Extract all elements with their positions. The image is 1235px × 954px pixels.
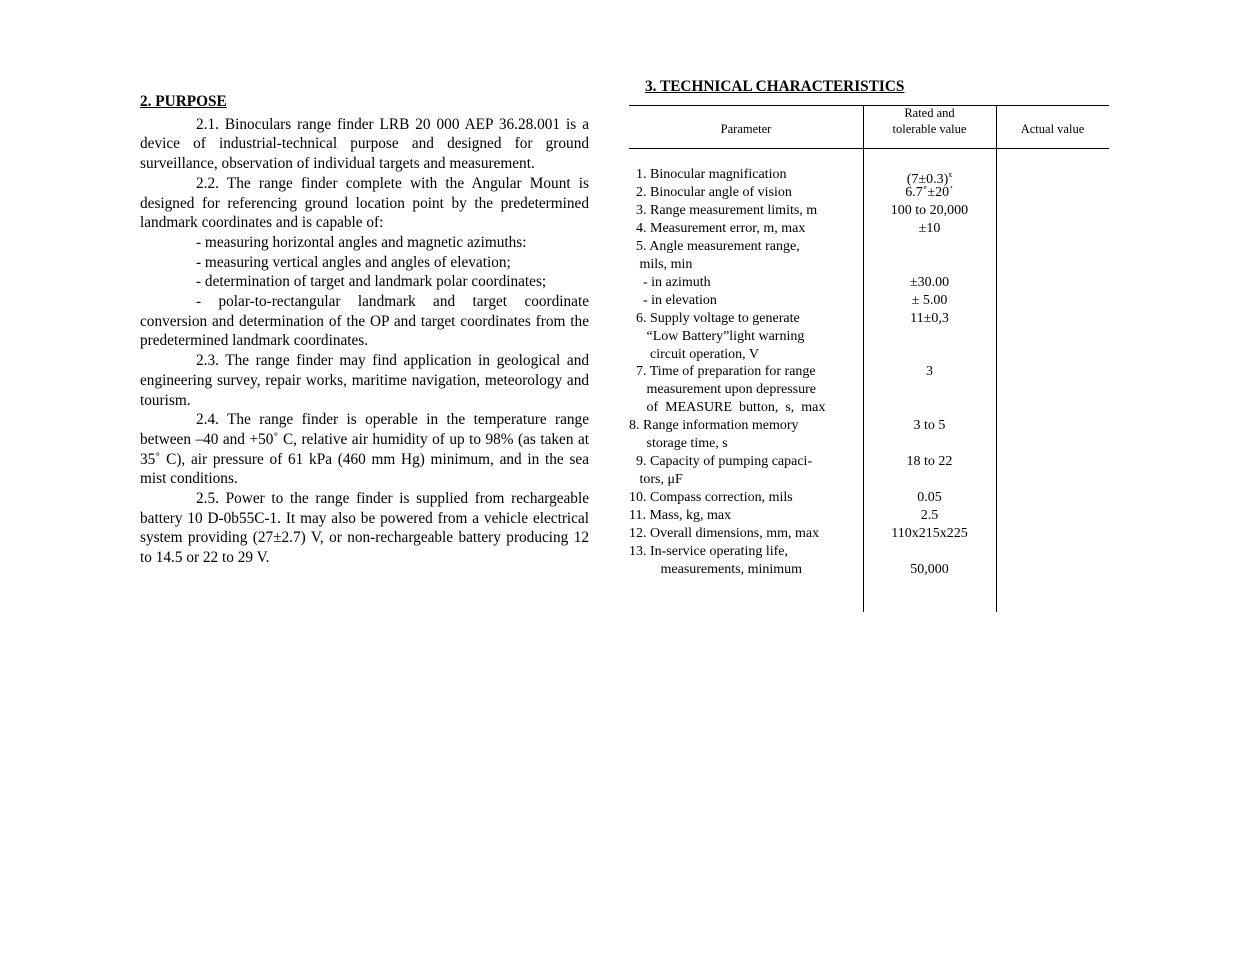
parameter-cell: 11. Mass, kg, max	[629, 508, 732, 524]
header-rated-line2: tolerable value	[892, 122, 967, 136]
rated-value-cell	[863, 489, 996, 507]
rated-value-text: 3 to 5	[913, 418, 946, 434]
rated-value-text: ±30.00	[909, 274, 950, 290]
capability-item: - polar-to-rectangular landmark and target coordinate conversion and determination of the OP and target coordinates from the predetermined landmark coordinates.	[140, 293, 589, 350]
parameter-cell: 4. Measurement error, m, max	[629, 220, 806, 236]
tech-heading: 3. TECHNICAL CHARACTERISTICS	[645, 78, 905, 95]
parameter-cell: measurement upon depressure	[629, 382, 816, 398]
parameter-cell: “Low Battery”light warning	[629, 328, 805, 344]
rated-value-text: 0.05	[917, 490, 942, 506]
rated-value-text: 6.7˚±20΄	[905, 184, 954, 200]
rated-value-cell	[863, 561, 996, 579]
rated-value-text: ±10	[918, 220, 941, 236]
rated-value-cell	[863, 525, 996, 543]
parameter-cell: circuit operation, V	[629, 346, 759, 362]
parameter-cell: 8. Range information memory	[629, 418, 799, 434]
parameter-cell: 13. In-service operating life,	[629, 543, 788, 559]
parameter-cell: storage time, s	[629, 436, 728, 452]
parameter-cell: 2. Binocular angle of vision	[629, 184, 792, 200]
parameter-cell: 3. Range measurement limits, m	[629, 202, 818, 218]
rated-value-cell	[863, 274, 996, 292]
rated-value-cell	[863, 184, 996, 202]
header-actual: Actual value	[1020, 122, 1085, 136]
parameter-cell: measurements, minimum	[629, 561, 803, 577]
table-header-rule	[629, 148, 1109, 149]
paragraph-2-5: 2.5. Power to the range finder is supplied from rechargeable battery 10 D-0b55C-1. It may also be powered from a vehicle electrical system providing (27±2.7) V, or non-rechargeable battery producing 12 to 14.5 or 22 to 29 V.	[140, 490, 589, 567]
rated-value-text: ± 5.00	[911, 292, 948, 308]
column-divider	[996, 105, 997, 612]
rated-value-text: 100 to 20,000	[890, 202, 969, 218]
paragraph-2-4: 2.4. The range finder is operable in the temperature range between –40 and +50˚ C, relative air humidity of up to 98% (as taken at 35˚ C), air pressure of 61 kPa (460 mm Hg) minimum, and in the sea mist conditions.	[140, 411, 589, 488]
rated-value-text: (7±0.3)	[906, 172, 949, 187]
parameter-cell: 10. Compass correction, mils	[629, 490, 793, 506]
rated-value-text: 3	[926, 364, 933, 380]
rated-value-text: 18 to 22	[906, 454, 953, 470]
rated-value-text: 50,000	[910, 561, 949, 577]
parameter-cell: 7. Time of preparation for range	[629, 364, 816, 380]
rated-value-cell	[863, 202, 996, 220]
capability-item: - measuring horizontal angles and magnetic azimuths:	[196, 233, 527, 251]
rated-value-cell	[863, 417, 996, 435]
rated-value-cell	[863, 292, 996, 310]
rated-value-text: 110x215x225	[891, 526, 968, 541]
parameter-cell: - in azimuth	[629, 274, 711, 290]
tech-table	[629, 105, 1109, 612]
rated-value-cell	[863, 363, 996, 381]
parameter-cell: 6. Supply voltage to generate	[629, 310, 800, 326]
rated-value-cell	[863, 220, 996, 238]
parameter-cell: 12. Overall dimensions, mm, max	[629, 526, 820, 541]
capability-item: - determination of target and landmark polar coordinates;	[196, 273, 547, 291]
parameter-cell: mils, min	[629, 256, 693, 272]
rated-value-text: 2.5	[920, 508, 939, 524]
superscript: x	[948, 170, 953, 179]
rated-value-cell	[863, 453, 996, 471]
parameter-cell: - in elevation	[629, 292, 717, 308]
header-parameter: Parameter	[720, 122, 772, 136]
paragraph-2-1: 2.1. Binoculars range finder LRB 20 000 AEP 36.28.001 is a device of industrial-technical purpose and designed for ground surveillance, observation of individual targets and measurement.	[140, 115, 589, 173]
parameter-cell: 9. Capacity of pumping capaci-	[629, 454, 813, 470]
parameter-cell: 5. Angle measurement range,	[629, 238, 800, 254]
purpose-section	[140, 92, 589, 568]
parameter-cell: of MEASURE button, s, max	[629, 400, 826, 416]
parameter-cell: 1. Binocular magnification	[629, 167, 787, 182]
parameter-cell: tors, μF	[629, 472, 683, 488]
capability-item: - measuring vertical angles and angles of elevation;	[196, 253, 511, 271]
rated-value-cell	[863, 507, 996, 525]
purpose-heading: 2. PURPOSE	[140, 93, 227, 110]
rated-value-text: 11±0,3	[910, 310, 949, 326]
paragraph-2-3: 2.3. The range finder may find application in geological and engineering survey, repair works, maritime navigation, meteorology and tourism.	[140, 352, 589, 409]
rated-value-cell	[863, 310, 996, 328]
header-rated-line1: Rated and	[904, 106, 955, 120]
paragraph-2-2: 2.2. The range finder complete with the Angular Mount is designed for referencing ground location point by the predetermined landmark coordinates and is capable of:	[140, 174, 589, 232]
